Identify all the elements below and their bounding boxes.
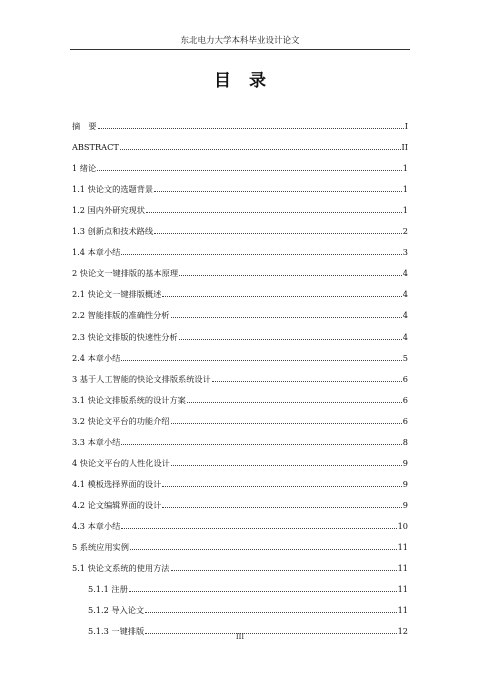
toc-entry-label: 1.4 本章小结 (72, 247, 121, 258)
dot-leader (179, 275, 402, 276)
running-header: 东北电力大学本科毕业设计论文 (70, 34, 410, 50)
toc-entry[interactable] (72, 257, 408, 278)
toc-entry-page: 6 (402, 373, 408, 384)
toc-entry[interactable] (72, 489, 408, 510)
dot-leader (171, 570, 397, 571)
toc-entry-label: 4.3 本章小结 (72, 520, 121, 531)
toc-entry[interactable] (72, 278, 408, 299)
toc-entry[interactable] (72, 173, 408, 194)
dot-leader (212, 381, 402, 382)
toc-entry-label: 1 绪论 (72, 163, 97, 174)
toc-entry-page: 1 (402, 184, 408, 195)
toc-entry-label: 4 快论文平台的人性化设计 (72, 457, 170, 468)
dot-leader (171, 317, 402, 318)
page-title: 目录 (214, 71, 284, 91)
toc-entry[interactable] (72, 152, 408, 173)
dot-leader (154, 233, 402, 234)
toc-entry-page: 4 (402, 331, 408, 342)
toc-entry-label: 4.1 模板选择界面的设计 (72, 478, 162, 489)
toc-entry-page: 4 (402, 268, 408, 279)
dot-leader (121, 528, 396, 529)
toc-entry-page: 11 (397, 563, 408, 574)
toc-entry-label: 2 快论文一键排版的基本原理 (72, 268, 179, 279)
toc-entry[interactable] (72, 342, 408, 363)
toc-entry-label: 5.1 快论文系统的使用方法 (72, 563, 170, 574)
toc-entry-page: 2 (402, 226, 408, 237)
toc-entry-label: 1.3 创新点和技术路线 (72, 226, 154, 237)
dot-leader (162, 507, 401, 508)
toc-entry-label: 5.1.1 注册 (88, 584, 128, 595)
toc-entry-page: 9 (402, 478, 408, 489)
dot-leader (171, 423, 402, 424)
toc-entry-page: I (404, 121, 408, 132)
toc-entry[interactable] (72, 405, 408, 426)
dot-leader (187, 402, 402, 403)
toc-entry[interactable] (72, 447, 408, 468)
toc-entry-label: 1.1 快论文的选题背景 (72, 184, 154, 195)
dot-leader (162, 486, 401, 487)
toc-entry-page: 8 (402, 436, 408, 447)
toc-entry[interactable] (72, 573, 408, 594)
toc-entry-label: 2.3 快论文排版的快速性分析 (72, 331, 178, 342)
toc-entry[interactable] (72, 363, 408, 384)
dot-leader (162, 296, 401, 297)
dot-leader (171, 465, 402, 466)
dot-leader (121, 254, 401, 255)
toc-entry-label: 5.1.2 导入论文 (88, 605, 145, 616)
toc-entry[interactable] (72, 426, 408, 447)
toc-entry-page: 6 (402, 394, 408, 405)
toc-entry[interactable] (72, 110, 408, 131)
dot-leader (129, 591, 397, 592)
toc-entry-page: 10 (397, 520, 408, 531)
toc-entry-label: 4.2 论文编辑界面的设计 (72, 499, 162, 510)
dot-leader (121, 444, 401, 445)
toc-entry-page: 4 (402, 289, 408, 300)
toc-entry-page: 9 (402, 499, 408, 510)
dot-leader (130, 549, 397, 550)
page-number: III (235, 633, 245, 641)
toc-entry-label: 3.2 快论文平台的功能介绍 (72, 415, 170, 426)
dot-leader (98, 128, 404, 129)
toc-entry-label: 3 基于人工智能的快论文排版系统设计 (72, 373, 211, 384)
toc-entry[interactable] (72, 236, 408, 257)
toc-entry-label: 2.2 智能排版的准确性分析 (72, 310, 170, 321)
toc-entry-page: 11 (397, 605, 408, 616)
toc-entry[interactable] (72, 594, 408, 615)
toc-entry[interactable] (72, 131, 408, 152)
toc-entry[interactable] (72, 215, 408, 236)
toc-entry-page: 5 (402, 352, 408, 363)
toc-entry-page: 3 (402, 247, 408, 258)
toc-entry-label: 5.1.3 一键排版 (88, 626, 145, 637)
toc-entry[interactable] (72, 468, 408, 489)
toc-entry-page: 9 (402, 457, 408, 468)
dot-leader (97, 170, 402, 171)
toc-entry[interactable] (72, 320, 408, 341)
toc-entry-page: 6 (402, 415, 408, 426)
toc-entry[interactable] (72, 299, 408, 320)
toc-entry-label: 3.3 本章小结 (72, 436, 121, 447)
dot-leader (154, 191, 402, 192)
toc-entry-label: 2.4 本章小结 (72, 352, 121, 363)
toc-entry-page: 1 (402, 163, 408, 174)
toc-entry-label: 2.1 快论文一键排版概述 (72, 289, 162, 300)
dot-leader (146, 212, 402, 213)
toc-entry-label: 摘 要 (72, 121, 97, 132)
dot-leader (121, 360, 401, 361)
toc-entry[interactable] (72, 531, 408, 552)
toc-entry-label: 5 系统应用实例 (72, 541, 129, 552)
toc-entry-page: 11 (397, 541, 408, 552)
toc-entry-page: 4 (402, 310, 408, 321)
dot-leader (120, 149, 401, 150)
toc-entry-label: 3.1 快论文排版系统的设计方案 (72, 394, 186, 405)
table-of-contents (72, 110, 408, 636)
toc-entry-page: 12 (397, 626, 408, 637)
toc-entry-label: ABSTRACT (72, 142, 119, 153)
toc-entry-page: 11 (397, 584, 408, 595)
toc-entry-page: 1 (402, 205, 408, 216)
toc-entry[interactable] (72, 510, 408, 531)
dot-leader (145, 612, 396, 613)
toc-entry-page: II (401, 142, 408, 153)
toc-entry[interactable] (72, 194, 408, 215)
toc-entry[interactable] (72, 552, 408, 573)
toc-entry[interactable] (72, 384, 408, 405)
dot-leader (179, 339, 402, 340)
toc-entry-label: 1.2 国内外研究现状 (72, 205, 145, 216)
